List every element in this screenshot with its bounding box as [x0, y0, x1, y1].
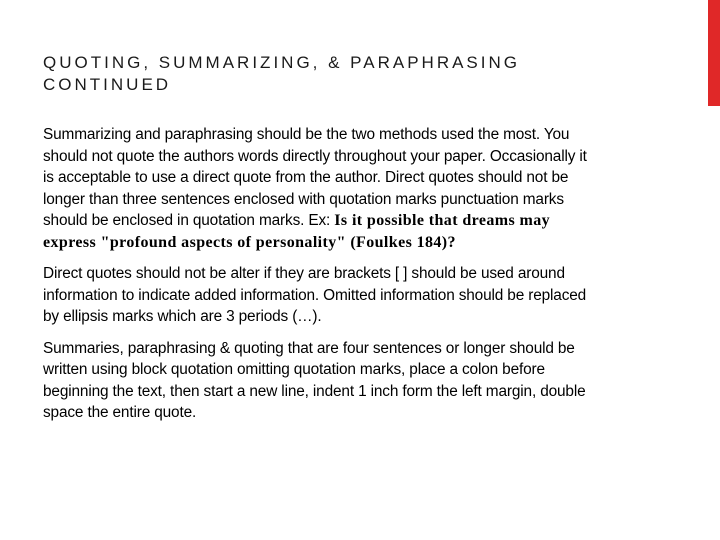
example-quote-continued: express "profound aspects of personality" (Foulkes 184)?	[43, 233, 456, 251]
paragraph-line: is acceptable to use a direct quote from the author. Direct quotes should not be	[43, 169, 569, 186]
slide-title-line-1: QUOTING, SUMMARIZING, & PARAPHRASING	[43, 53, 520, 72]
slide-body	[43, 124, 643, 434]
paragraph-line: Summarizing and paraphrasing should be the two methods used the most. You	[43, 126, 570, 143]
paragraph-line: longer than three sentences enclosed with quotation marks punctuation marks	[43, 190, 564, 208]
paragraph-direct-quotes	[43, 263, 643, 328]
paragraph-line: Summaries, paraphrasing & quoting that are four sentences or longer should be	[43, 339, 575, 357]
example-quote: Is it possible that dreams may	[334, 212, 551, 229]
example-intro: should be enclosed in quotation marks. Ex:	[43, 212, 331, 229]
paragraph-line: information to indicate added information. Omitted information should be replaced	[43, 286, 587, 304]
paragraph-line: beginning the text, then start a new line, indent 1 inch form the left margin, double	[43, 382, 586, 400]
paragraph-line: should not quote the authors words directly throughout your paper. Occasionally it	[43, 147, 587, 165]
paragraph-line: Direct quotes should not be alter if they are brackets [ ] should be used around	[43, 265, 565, 282]
paragraph-line: space the entire quote.	[43, 404, 197, 421]
paragraph-summarizing	[43, 124, 643, 253]
slide-title-line-2: CONTINUED	[43, 75, 172, 94]
paragraph-line: written using block quotation omitting quotation marks, place a colon before	[43, 361, 545, 378]
paragraph-line: by ellipsis marks which are 3 periods (…).	[43, 308, 322, 325]
accent-bar	[708, 0, 720, 106]
paragraph-line	[43, 210, 643, 232]
paragraph-block-quotation	[43, 338, 643, 424]
slide-title	[43, 52, 683, 96]
